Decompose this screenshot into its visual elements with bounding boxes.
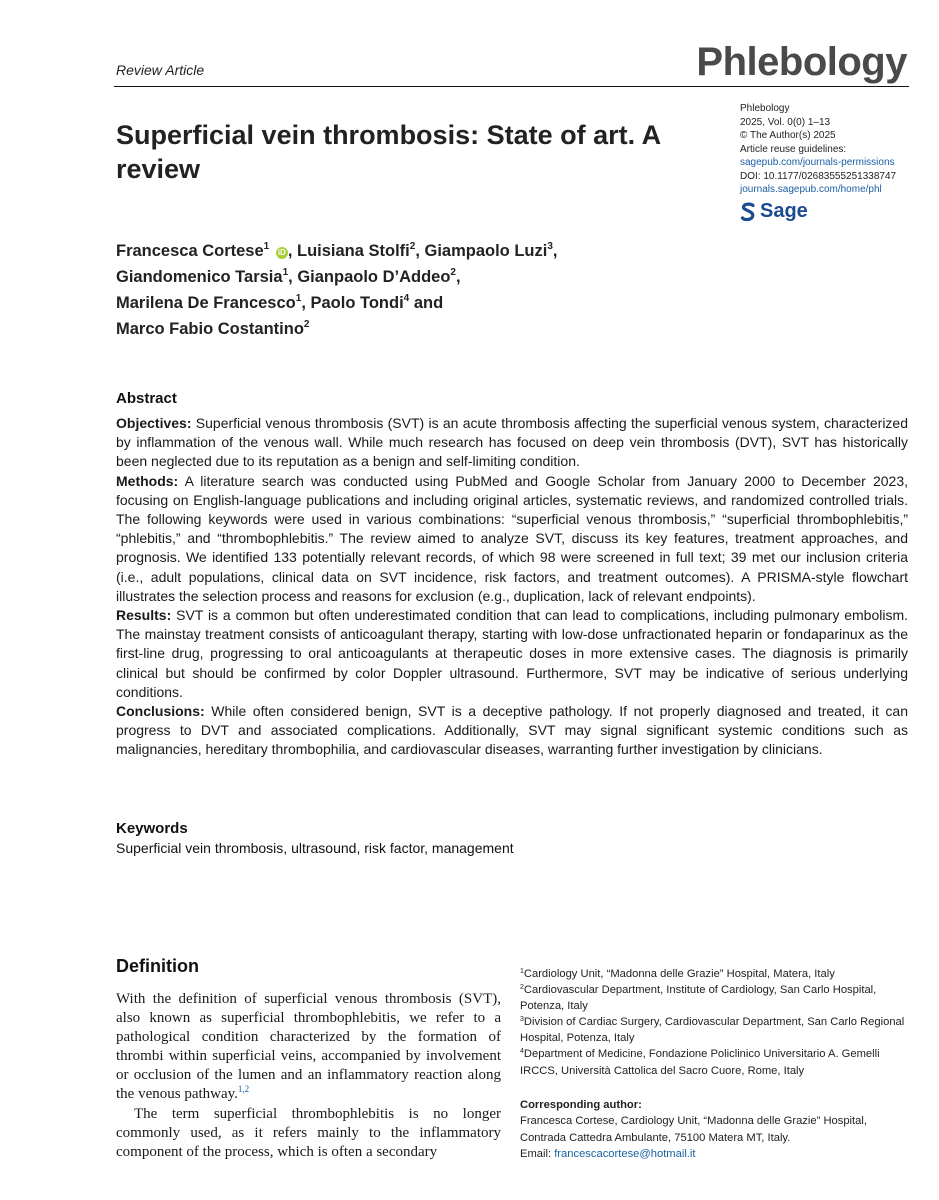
- corresponding-email-line: [520, 1146, 915, 1162]
- author-name: Giampaolo Luzi: [424, 242, 548, 260]
- affiliation-number: 4: [520, 1048, 524, 1056]
- author-affiliation-mark: 3: [547, 241, 553, 252]
- affiliation-number: 1: [520, 968, 524, 975]
- citation-link[interactable]: 1,2: [237, 1084, 250, 1095]
- definition-body: [116, 990, 501, 1162]
- abstract-conclusions: [116, 702, 908, 760]
- author-name: Gianpaolo D’Addeo: [297, 268, 451, 286]
- corresponding-text: Francesca Cortese, Cardiology Unit, “Madonna delle Grazie” Hospital, Contrada Cattedra Ambulante, 75100 Matera MT, Italy.: [520, 1115, 867, 1144]
- author-affiliation-mark: 2: [303, 319, 310, 330]
- author-name: Giandomenico Tarsia: [116, 268, 283, 286]
- header-divider: [114, 86, 909, 87]
- keywords-text: Superficial vein thrombosis, ultrasound, risk factor, management: [116, 840, 514, 856]
- author-name: Francesca Cortese: [116, 242, 264, 260]
- objectives-text: Superficial venous thrombosis (SVT) is an acute thrombosis affecting the superficial venous system, characterized by inflammation of the venous wall. While much research has focused on deep vein thrombosis (DVT), SVT has historically been neglected due to its reputation as a benign and self-limiting condition.: [116, 415, 909, 470]
- author-name: Marilena De Francesco: [116, 294, 296, 312]
- affiliation-text: Division of Cardiac Surgery, Cardiovascular Department, San Carlo Regional Hospital, Potenza, Italy: [520, 1016, 905, 1045]
- abstract-methods: [116, 472, 908, 606]
- meta-journal: Phlebology: [740, 103, 790, 114]
- author-affiliation-mark: 2: [450, 267, 456, 278]
- objectives-label: Objectives:: [116, 415, 192, 431]
- results-text: SVT is a common but often underestimated condition that can lead to complications, including pulmonary embolism. The mainstay treatment consists of anticoagulant therapy, starting with low-dose unfractionated heparin or fondaparinux as the first-line drug, progressing to oral anticoagulants at therapeutic doses in more extensive cases. The diagnosis is primarily clinical but should be confirmed by color Doppler ultrasound. Furthermore, SVT may be indicative of serious underlying conditions.: [116, 607, 909, 700]
- article-title: Superficial vein thrombosis: State of art. A review: [116, 120, 661, 184]
- author-name: Marco Fabio Costantino: [116, 320, 304, 338]
- author-affiliation-mark: 2: [409, 241, 416, 252]
- author-affiliation-mark: 1: [295, 293, 302, 304]
- abstract-results: [116, 606, 908, 702]
- article-meta: [740, 102, 896, 197]
- affiliation-item: [520, 1046, 915, 1078]
- meta-doi: DOI: 10.1177/02683555251338747: [740, 170, 897, 182]
- email-label: Email:: [520, 1148, 552, 1161]
- corresponding-label: Corresponding author:: [520, 1099, 642, 1111]
- affiliations: [520, 966, 915, 1079]
- permissions-link[interactable]: sagepub.com/journals-permissions: [740, 157, 895, 168]
- keywords-heading: Keywords: [116, 820, 188, 837]
- definition-heading: Definition: [116, 956, 199, 976]
- definition-paragraph-text: With the definition of superficial venous thrombosis (SVT), also known as superficial thrombophlebitis, we refer to a pathological condition characterized by the formation of thrombi within superficial veins, accompanied by involvement or occlusion of the lumen and an inflammatory reaction along the venous pathway.: [116, 991, 501, 1103]
- affiliation-item: [520, 966, 915, 982]
- affiliation-number: 3: [520, 1016, 524, 1024]
- affiliation-number: 2: [520, 984, 524, 992]
- affiliation-item: [520, 982, 915, 1014]
- affiliation-text: Cardiology Unit, “Madonna delle Grazie” Hospital, Matera, Italy: [523, 968, 835, 980]
- abstract-heading: Abstract: [116, 390, 177, 407]
- conclusions-text: While often considered benign, SVT is a deceptive pathology. If not properly diagnosed and treated, it can progress to DVT and associated complications. Additionally, SVT may signal significant systemic conditions such as malignancies, hereditary thrombophilia, and cardiovascular diseases, warranting further investigation by clinicians.: [116, 703, 908, 758]
- authors-conjunction: and: [413, 294, 444, 312]
- author-name: Luisiana Stolfi: [297, 242, 410, 260]
- journal-home-link[interactable]: journals.sagepub.com/home/phl: [740, 184, 882, 195]
- meta-copyright: © The Author(s) 2025: [740, 130, 836, 141]
- publisher-name: Sage: [760, 200, 808, 222]
- publisher-logo: [740, 200, 808, 223]
- abstract-objectives: [116, 414, 908, 472]
- author-affiliation-mark: 1: [282, 267, 289, 278]
- article-type: Review Article: [116, 62, 205, 78]
- definition-paragraph: [116, 990, 501, 1105]
- meta-issue: 2025, Vol. 0(0) 1–13: [740, 116, 831, 128]
- definition-paragraph: [116, 1105, 501, 1162]
- definition-paragraph-text: The term superficial thrombophlebitis is no longer commonly used, as it refers mainly to the inflammatory component of the process, which is often a secondary: [116, 1105, 501, 1160]
- sage-logo-icon: [740, 202, 756, 222]
- results-label: Results:: [116, 607, 172, 624]
- corresponding-author: [520, 1097, 915, 1163]
- affiliation-item: [520, 1014, 915, 1046]
- orcid-icon[interactable]: iD: [277, 248, 286, 257]
- journal-logo-text: Phlebology: [696, 40, 907, 84]
- author-affiliation-mark: 4: [403, 293, 410, 304]
- abstract-body: [116, 414, 908, 760]
- author-list: Francesca Cortese$^1$ iD , Luisiana Stolfi$^2$, Giampaolo Luzi$^3$, Giandomenico Tarsia$^1$, Gianpaolo D’Addeo$^2$, Marilena De Francesco$^1$, Paolo Tondi$^4$ and Marco Fabio Costantino$^2$: [116, 241, 558, 338]
- conclusions-label: Conclusions:: [116, 703, 205, 720]
- author-name: Paolo Tondi: [310, 294, 404, 312]
- methods-text: A literature search was conducted using PubMed and Google Scholar from January 2000 to December 2023, focusing on English-language publications and including original articles, systematic reviews, and randomized controlled trials. The following keywords were used in various combinations: “superficial venous thrombosis,” “superficial thrombophlebitis,” “phlebitis,” and “thrombophlebitis.” The review aimed to analyze SVT, discuss its key features, treatment approaches, and prognosis. We identified 133 potentially relevant records, of which 98 were screened in full text; 39 met our inclusion criteria (i.e., adult populations, clinical data on SVT incidence, risk factors, and treatment outcomes). A PRISMA-style flowchart illustrates the selection process and reasons for exclusion (e.g., duplication, lack of relevant endpoints).: [116, 472, 908, 604]
- methods-label: Methods:: [116, 472, 179, 489]
- author-affiliation-mark: 1: [263, 241, 270, 252]
- meta-reuse: Article reuse guidelines:: [740, 143, 847, 155]
- affiliation-text: Cardiovascular Department, Institute of Cardiology, San Carlo Hospital, Potenza, Italy: [520, 984, 877, 1013]
- affiliation-text: Department of Medicine, Fondazione Policlinico Universitario A. Gemelli IRCCS, Università Cattolica del Sacro Cuore, Rome, Italy: [520, 1048, 880, 1077]
- email-link[interactable]: francescacortese@hotmail.it: [554, 1148, 696, 1161]
